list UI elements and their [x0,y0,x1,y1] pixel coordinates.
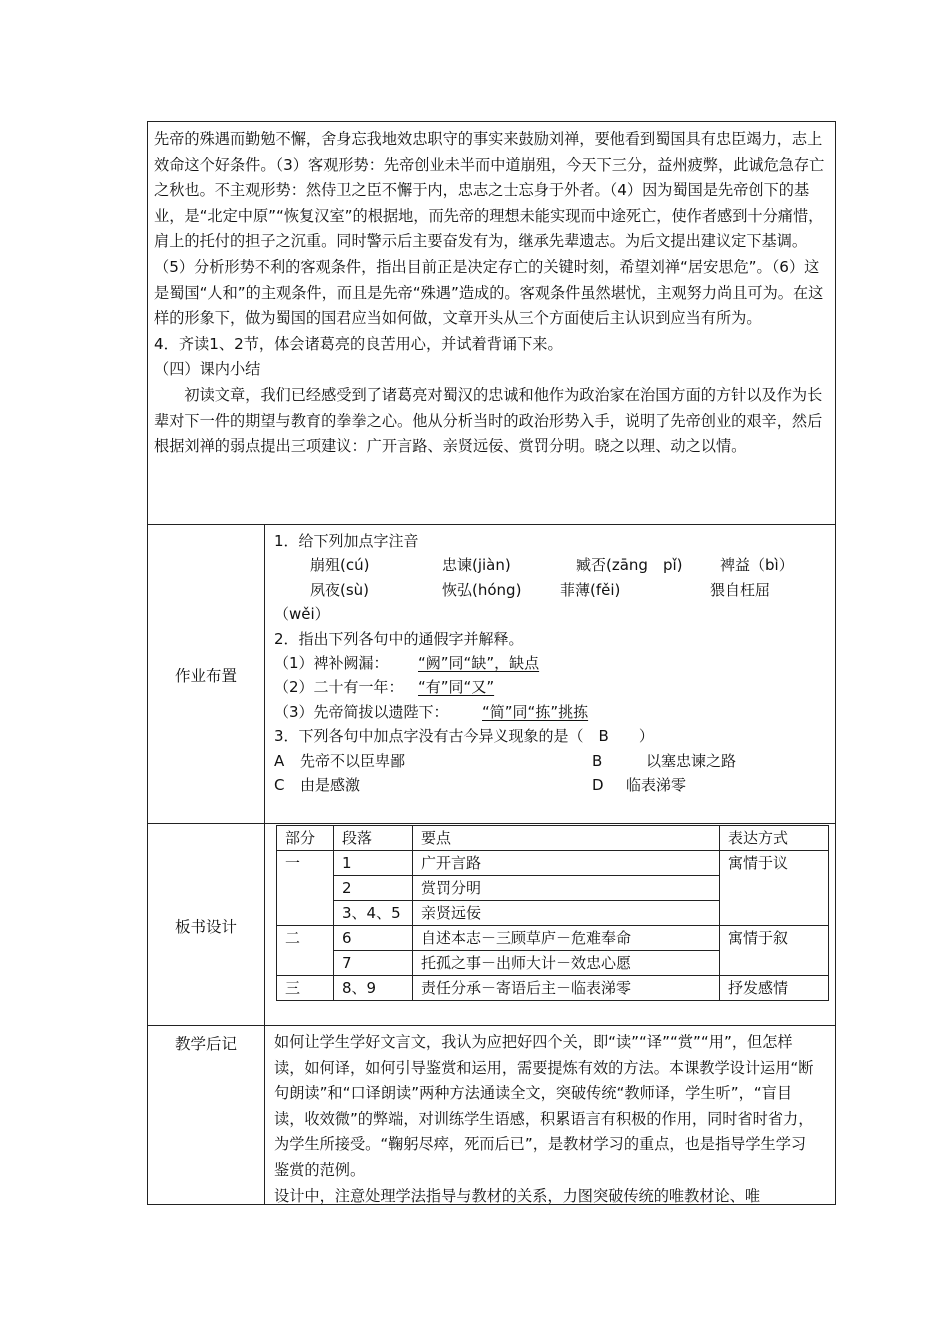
para-cell: 1 [334,851,413,876]
point-cell: 自述本志－三顾草庐－危难奉命 [413,926,720,951]
analysis-paragraph: 先帝的殊遇而勤勉不懈，舍身忘我地效忠职守的事实来鼓励刘禅，要他看到蜀国具有忠臣竭力，志上效命这个好条件。（3）客观形势：先帝创业未半而中道崩殂，今天下三分，益州疲弊，此诚危急存亡之秋也。不主观形势：然侍卫之臣不懈于内，忠志之士忘身于外者。（4）因为蜀国是先帝创下的基业，是“北定中原”“恢复汉室”的根据地，而先帝的理想未能实现而中途死亡，使作者感到十分痛惜，肩上的托付的担子之沉重。同时警示后主要奋发有为，继承先辈遗志。为后文提出建议定下基调。（5）分析形势不利的客观条件，指出目前正是决定存亡的关键时刻，希望刘禅“居安思危”。（6）这是蜀国“人和”的主观条件，而且是先帝“殊遇”造成的。客观条件虽然堪忧，主观努力尚且可为。在这样的形象下，做为蜀国的国君应当如何做，文章开头从三个方面使后主认识到应当有所为。 [154,130,825,328]
part-cell: 一 [277,851,334,926]
para-cell: 2 [334,876,413,901]
mode-cell: 抒发感情 [720,976,829,1001]
q2-stem: （3）先帝简拔以遗陛下： [274,702,449,721]
header-cell: 段落 [334,826,413,851]
option-text: 以塞忠谏之路 [646,751,737,770]
q2-answer: “阙”同“缺”，缺点 [418,653,540,672]
option-text: 先帝不以臣卑鄙 [300,751,406,770]
para-cell: 6 [334,926,413,951]
row-divider [148,823,835,824]
part-cell: 二 [277,926,334,976]
postscript-paragraph: 设计中，注意处理学法指导与教材的关系，力图突破传统的唯教材论、唯 [274,1186,760,1205]
option-text: 由是感激 [300,775,361,794]
option-key: A [274,751,285,770]
header-cell: 要点 [413,826,720,851]
q2-answer: “简”同“拣”挑拣 [482,702,589,721]
pinyin-item: 崩殂(cú) [310,556,370,575]
label-column-divider [264,524,265,1204]
postscript-content [274,1030,815,1209]
lesson-plan-table [147,121,836,1205]
board-table [276,825,829,1001]
para-cell: 8、9 [334,976,413,1001]
board-row [277,976,829,1001]
point-cell: 赏罚分明 [413,876,720,901]
mode-cell: 寓情于议 [720,851,829,926]
option-key: B [592,751,603,770]
part-cell: 三 [277,976,334,1001]
point-cell: 亲贤远佞 [413,901,720,926]
board-row [277,926,829,951]
pinyin-item: 猥自枉屈 [710,580,771,599]
point-cell: 责任分承－寄语后主－临表涕零 [413,976,720,1001]
homework-content [274,529,827,797]
q3-prompt: 3．下列各句中加点字没有古今异义现象的是（ B ） [274,727,654,746]
homework-label: 作业布置 [174,667,237,685]
pinyin-item: 菲薄(fěi) [560,580,621,599]
pinyin-item-continued: （wěi） [274,605,330,624]
row-divider [148,1025,835,1026]
point-cell: 托孤之事－出师大计－效忠心愿 [413,951,720,976]
q2-prompt: 2．指出下列各句中的通假字并解释。 [274,629,524,648]
point-cell: 广开言路 [413,851,720,876]
q2-answer: “有”同“又” [418,678,495,697]
pinyin-item: 臧否(zāng pǐ) [576,556,683,575]
mode-cell: 寓情于叙 [720,926,829,976]
postscript-label: 教学后记 [174,1035,237,1053]
pinyin-item: 裨益（bì） [720,556,794,575]
q2-stem: （2）二十有一年： [274,678,404,697]
pinyin-item: 恢弘(hóng) [442,580,522,599]
header-cell: 部分 [277,826,334,851]
pinyin-item: 夙夜(sù) [310,580,370,599]
header-cell: 表达方式 [720,826,829,851]
postscript-paragraph: 如何让学生学好文言文，我认为应把好四个关，即“读”“译”“赏”“用”，但怎样读，如何译，如何引导鉴赏和运用，需要提炼有效的方法。本课教学设计运用“断句朗读”和“口译朗读”两种方法通读全文，突破传统“教师译，学生听”，“盲目读，收效微”的弊端，对训练学生语感，积累语言有积极的作用，同时省时省力，为学生所接受。“鞠躬尽瘁，死而后已”，是教材学习的重点，也是指导学生学习鉴赏的范例。 [274,1033,814,1179]
summary-heading: （四）课内小结 [154,360,261,379]
summary-paragraph: 初读文章，我们已经感受到了诸葛亮对蜀汉的忠诚和他作为政治家在治国方面的方针以及作为长辈对下一件的期望与教育的拳拳之心。他从分析当时的政治形势入手，说明了先帝创业的艰辛，然后根据刘禅的弱点提出三项建议：广开言路、亲贤远佞、赏罚分明。晓之以理、动之以情。 [154,385,823,456]
q2-stem: （1）裨补阙漏： [274,653,389,672]
para-cell: 3、4、5 [334,901,413,926]
board-row [277,851,829,876]
option-text: 临表涕零 [626,775,687,794]
lesson-text-section [148,122,835,460]
para-cell: 7 [334,951,413,976]
board-header-row [277,826,829,851]
row-divider [148,524,835,525]
option-key: D [592,775,604,794]
q1-prompt: 1．给下列加点字注音 [274,532,419,550]
board-label: 板书设计 [174,918,237,936]
recitation-step: 4．齐读1、2节，体会诸葛亮的良苦用心，并试着背诵下来。 [154,334,563,353]
pinyin-item: 忠谏(jiàn) [442,556,511,575]
option-key: C [274,775,285,794]
